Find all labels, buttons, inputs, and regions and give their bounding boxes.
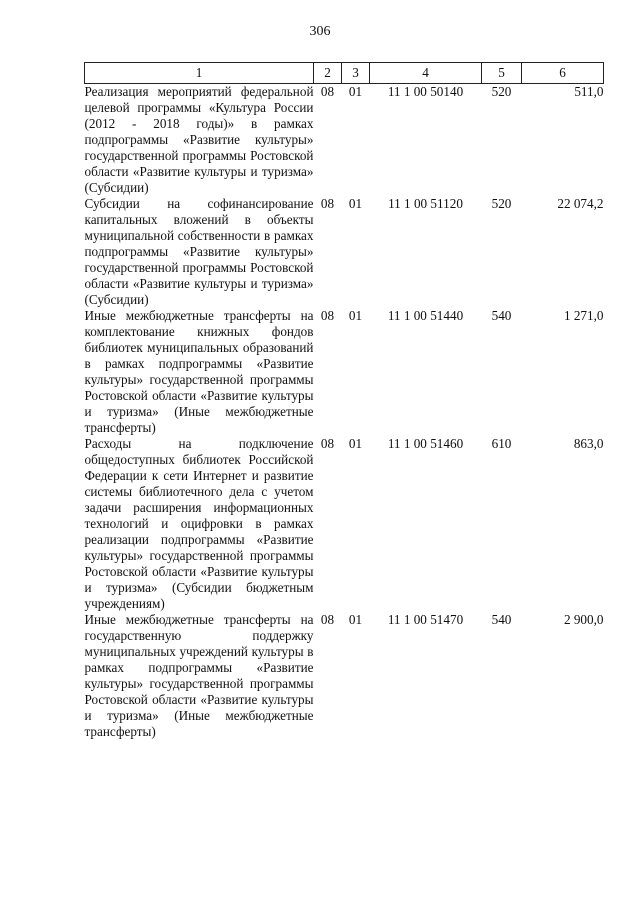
column-header: 1 — [85, 63, 314, 84]
column-header: 5 — [482, 63, 522, 84]
row-expense-type: 540 — [491, 612, 512, 627]
table-row — [85, 196, 604, 308]
row-target-code: 11 1 00 51440 — [387, 308, 464, 323]
column-header: 3 — [342, 63, 370, 84]
column-header: 4 — [370, 63, 482, 84]
table-row — [85, 612, 604, 740]
row-subsection: 01 — [348, 308, 363, 323]
row-subsection: 01 — [348, 84, 363, 99]
budget-table — [84, 62, 604, 740]
column-header: 6 — [522, 63, 604, 84]
row-section: 08 — [320, 308, 335, 323]
row-description: Субсидии на софинансирование капитальных вложений в объекты муниципальной собственности в рамках подпрограммы «Развитие культуры» государственной программы Ростовской области «Развитие культуры и туризма» (Субсидии) — [84, 196, 314, 307]
row-target-code: 11 1 00 51120 — [388, 196, 463, 211]
row-section: 08 — [320, 84, 335, 99]
row-description: Иные межбюджетные трансферты на комплектование книжных фондов библиотек муниципальных образований в рамках подпрограммы «Развитие культуры» государственной программы Ростовской области «Развитие культуры и туризма» (Иные межбюджетные трансферты) — [84, 308, 314, 435]
row-section: 08 — [320, 196, 335, 211]
row-amount: 22 074,2 — [557, 196, 604, 211]
row-expense-type: 520 — [491, 196, 512, 211]
table-row — [85, 84, 604, 197]
row-section: 08 — [320, 436, 335, 451]
row-expense-type: 610 — [491, 436, 512, 451]
row-description: Иные межбюджетные трансферты на государственную поддержку муниципальных учреждений культуры в рамках подпрограммы «Развитие культуры» государственной программы Ростовской области «Развитие культуры и туризма» (Иные межбюджетные трансферты) — [84, 612, 314, 739]
row-description: Реализация мероприятий федеральной целевой программы «Культура России (2012 - 2018 годы)» в рамках подпрограммы «Развитие культуры» государственной программы Ростовской области «Развитие культуры и туризма» (Субсидии) — [84, 84, 314, 195]
page-number: 306 — [309, 24, 331, 39]
table-row — [85, 308, 604, 436]
row-expense-type: 540 — [491, 308, 512, 323]
row-subsection: 01 — [348, 196, 363, 211]
row-subsection: 01 — [348, 612, 363, 627]
row-expense-type: 520 — [491, 84, 512, 99]
column-header: 2 — [314, 63, 342, 84]
table-row — [85, 436, 604, 612]
row-amount: 2 900,0 — [563, 612, 604, 627]
row-subsection: 01 — [348, 436, 363, 451]
row-amount: 863,0 — [573, 436, 604, 451]
row-target-code: 11 1 00 51460 — [387, 436, 464, 451]
row-target-code: 11 1 00 50140 — [387, 84, 464, 99]
row-target-code: 11 1 00 51470 — [387, 612, 464, 627]
row-amount: 1 271,0 — [563, 308, 604, 323]
row-description: Расходы на подключение общедоступных библиотек Российской Федерации к сети Интернет и развитие системы библиотечного дела с учетом задачи расширения информационных технологий и оцифровки в рамках реализации подпрограммы «Развитие культуры» государственной программы Ростовской области «Развитие культуры и туризма» (Субсидии бюджетным учреждениям) — [84, 436, 314, 611]
table-header-row — [85, 63, 604, 84]
row-section: 08 — [320, 612, 335, 627]
row-amount: 511,0 — [574, 84, 604, 99]
